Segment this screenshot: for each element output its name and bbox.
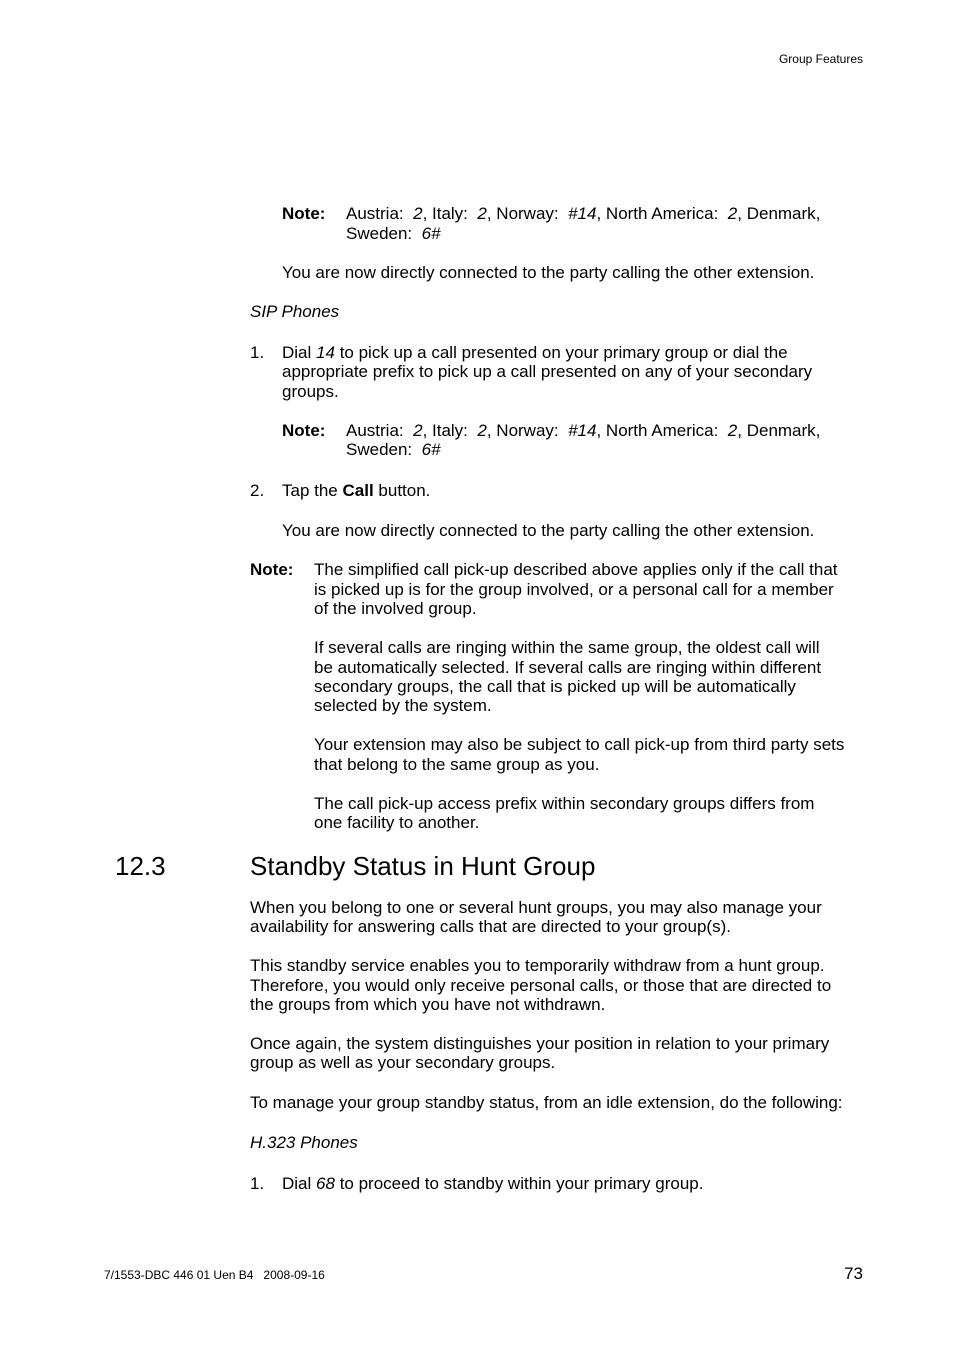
running-header: Group Features: [778, 52, 863, 66]
note-line: Austria: 2, Italy: 2, Norway: #14, North America: 2, Denmark,: [346, 421, 821, 440]
body-text: Once again, the system distinguishes your position in relation to your primary: [250, 1034, 830, 1053]
note-text: one facility to another.: [314, 813, 480, 832]
subheading-h323-phones: H.323 Phones: [250, 1133, 358, 1152]
body-text: group as well as your secondary groups.: [250, 1053, 556, 1072]
step-number: 1.: [250, 1174, 265, 1193]
step-text: Dial 68 to proceed to standby within your primary group.: [282, 1174, 704, 1193]
step-text: groups.: [282, 382, 339, 401]
note-text: If several calls are ringing within the same group, the oldest call will: [314, 638, 820, 657]
body-text: availability for answering calls that are directed to your group(s).: [250, 917, 731, 936]
note-text: Your extension may also be subject to call pick-up from third party sets: [314, 735, 845, 754]
body-text: You are now directly connected to the party calling the other extension.: [282, 263, 815, 282]
note-line: Sweden: 6#: [346, 440, 441, 459]
footer-doc-id: 7/1553-DBC 446 01 Uen B4 2008-09-16: [104, 1268, 325, 1282]
section-number: 12.3: [115, 851, 166, 881]
body-text: the groups from which you have not withdrawn.: [250, 995, 606, 1014]
step-number: 2.: [250, 481, 265, 500]
note-text: be automatically selected. If several calls are ringing within different: [314, 658, 822, 677]
step-text: Tap the Call button.: [282, 481, 431, 500]
body-text: When you belong to one or several hunt groups, you may also manage your: [250, 898, 822, 917]
note-label: Note:: [282, 204, 326, 223]
note-label: Note:: [282, 421, 326, 440]
step-text: appropriate prefix to pick up a call presented on any of your secondary: [282, 362, 813, 381]
note-line: Sweden: 6#: [346, 224, 441, 243]
note-text: of the involved group.: [314, 599, 477, 618]
note-text: The simplified call pick-up described above applies only if the call that: [314, 560, 838, 579]
note-label: Note:: [250, 560, 294, 579]
note-text: secondary groups, the call that is picked up will be automatically: [314, 677, 796, 696]
step-number: 1.: [250, 343, 265, 362]
section-title: Standby Status in Hunt Group: [250, 851, 596, 881]
note-text: The call pick-up access prefix within secondary groups differs from: [314, 794, 815, 813]
note-text: is picked up is for the group involved, or a personal call for a member: [314, 580, 834, 599]
body-text: Therefore, you would only receive personal calls, or those that are directed to: [250, 976, 832, 995]
page-number: 73: [844, 1264, 863, 1283]
body-text: To manage your group standby status, from an idle extension, do the following:: [250, 1093, 843, 1112]
note-line: Austria: 2, Italy: 2, Norway: #14, North America: 2, Denmark,: [346, 204, 821, 223]
step-text: Dial 14 to pick up a call presented on your primary group or dial the: [282, 343, 788, 362]
note-text: selected by the system.: [314, 696, 492, 715]
body-text: This standby service enables you to temporarily withdraw from a hunt group.: [250, 956, 825, 975]
body-text: You are now directly connected to the party calling the other extension.: [282, 521, 815, 540]
subheading-sip-phones: SIP Phones: [250, 302, 340, 321]
note-text: that belong to the same group as you.: [314, 755, 600, 774]
